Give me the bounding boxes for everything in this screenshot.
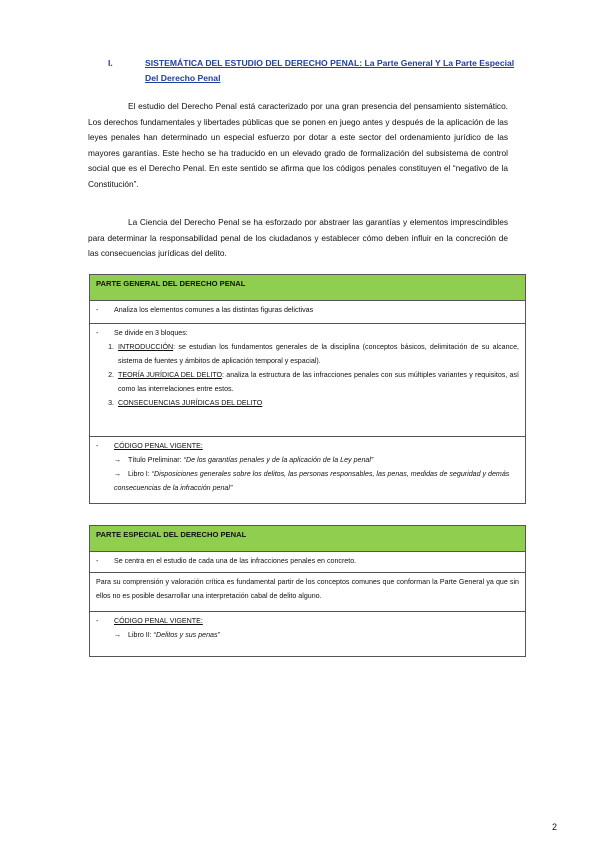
arrow-icon: → <box>114 456 122 464</box>
list-item <box>116 368 519 396</box>
arrow-icon: → <box>114 631 122 639</box>
code-book: Libro I: <box>128 470 150 478</box>
block-text: : analiza la estructura de las infracciones penales con sus múltiples variantes y requisitos, así como las interrelaciones entre estos. <box>118 371 519 393</box>
special-row-comprehension: Para su comprensión y valoración crítica es fundamental partir de los conceptos comunes que conforman la Parte General ya que sin ellos no es posible desarrollar una interpretación cabal de delito alguno. <box>96 578 519 600</box>
section-title: SISTEMÁTICA DEL ESTUDIO DEL DERECHO PENAL: La Parte General Y La Parte Especial Del Derecho Penal <box>145 58 515 83</box>
block-label: CONSECUENCIAS JURÍDICAS DEL DELITO <box>118 399 263 407</box>
general-part-table <box>89 274 526 504</box>
dash-bullet: - <box>96 329 99 337</box>
list-item <box>116 396 519 410</box>
table-header-row <box>90 275 526 301</box>
code-desc: “Disposiciones generales sobre los delitos, las personas responsables, las penas, medidas de seguridad y demás consecuencias de la infracción penal” <box>114 470 510 492</box>
paragraph-intro: El estudio del Derecho Penal está caracterizado por una gran presencia del pensamiento sistemático. Los derechos fundamentales y libertades públicas que se ponen en juego antes y después de la aplicación de las leyes penales han determinado un especial esfuerzo por dotar a este sector del ordenamiento jurídico de las mayores garantías. Este hecho se ha traducido en un elevado grado de formalización del subsistema de control social que es el Derecho Penal. En este sentido se afirma que los códigos penales constituyen el “negativo de la Constitución”. <box>88 101 508 189</box>
page-number: 2 <box>552 822 558 832</box>
general-part-header: PARTE GENERAL DEL DERECHO PENAL <box>90 275 526 301</box>
dash-bullet: - <box>96 617 99 625</box>
code-book: Libro II: <box>128 631 152 639</box>
paragraph-science: La Ciencia del Derecho Penal se ha esforzado por abstraer las garantías y elementos imprescindibles para determinar la responsabilidad penal de los ciudadanos y establecer cómo deben influir en la concreción de las consecuencias jurídicas del delito. <box>88 217 508 259</box>
dash-bullet: - <box>96 557 99 565</box>
section-number: I. <box>108 58 113 68</box>
code-item <box>96 467 519 495</box>
table-row <box>90 437 526 504</box>
general-blocks-intro: Se divide en 3 bloques: <box>114 329 188 337</box>
table-header-row <box>90 526 526 552</box>
arrow-icon: → <box>114 470 122 478</box>
code-label: CÓDIGO PENAL VIGENTE: <box>114 442 203 450</box>
dash-bullet: - <box>96 306 99 314</box>
special-part-table <box>89 525 526 657</box>
code-label: CÓDIGO PENAL VIGENTE: <box>114 617 203 625</box>
special-part-header: PARTE ESPECIAL DEL DERECHO PENAL <box>90 526 526 552</box>
table-row <box>90 573 526 612</box>
special-row-focus: Se centra en el estudio de cada una de las infracciones penales en concreto. <box>114 557 357 565</box>
blocks-list <box>96 340 519 410</box>
code-desc: “Delitos y sus penas” <box>153 631 220 639</box>
table-row <box>90 612 526 657</box>
list-item <box>116 340 519 368</box>
code-item <box>96 453 519 467</box>
block-label: INTRODUCCIÓN <box>118 343 174 351</box>
table-row <box>90 552 526 573</box>
code-book: Título Preliminar: <box>128 456 182 464</box>
code-desc: “De los garantías penales y de la aplicación de la Ley penal” <box>183 456 374 464</box>
code-item <box>96 628 519 642</box>
general-row-analyze: Analiza los elementos comunes a las distintas figuras delictivas <box>114 306 314 314</box>
table-row <box>90 301 526 324</box>
table-row <box>90 324 526 437</box>
block-label: TEORÍA JURÍDICA DEL DELITO <box>118 371 223 379</box>
dash-bullet: - <box>96 442 99 450</box>
block-text: : se estudian los fundamentos generales de la disciplina (conceptos básicos, delimitación de su alcance, sistema de fuentes y ámbitos de aplicación temporal y espacial). <box>118 343 519 365</box>
